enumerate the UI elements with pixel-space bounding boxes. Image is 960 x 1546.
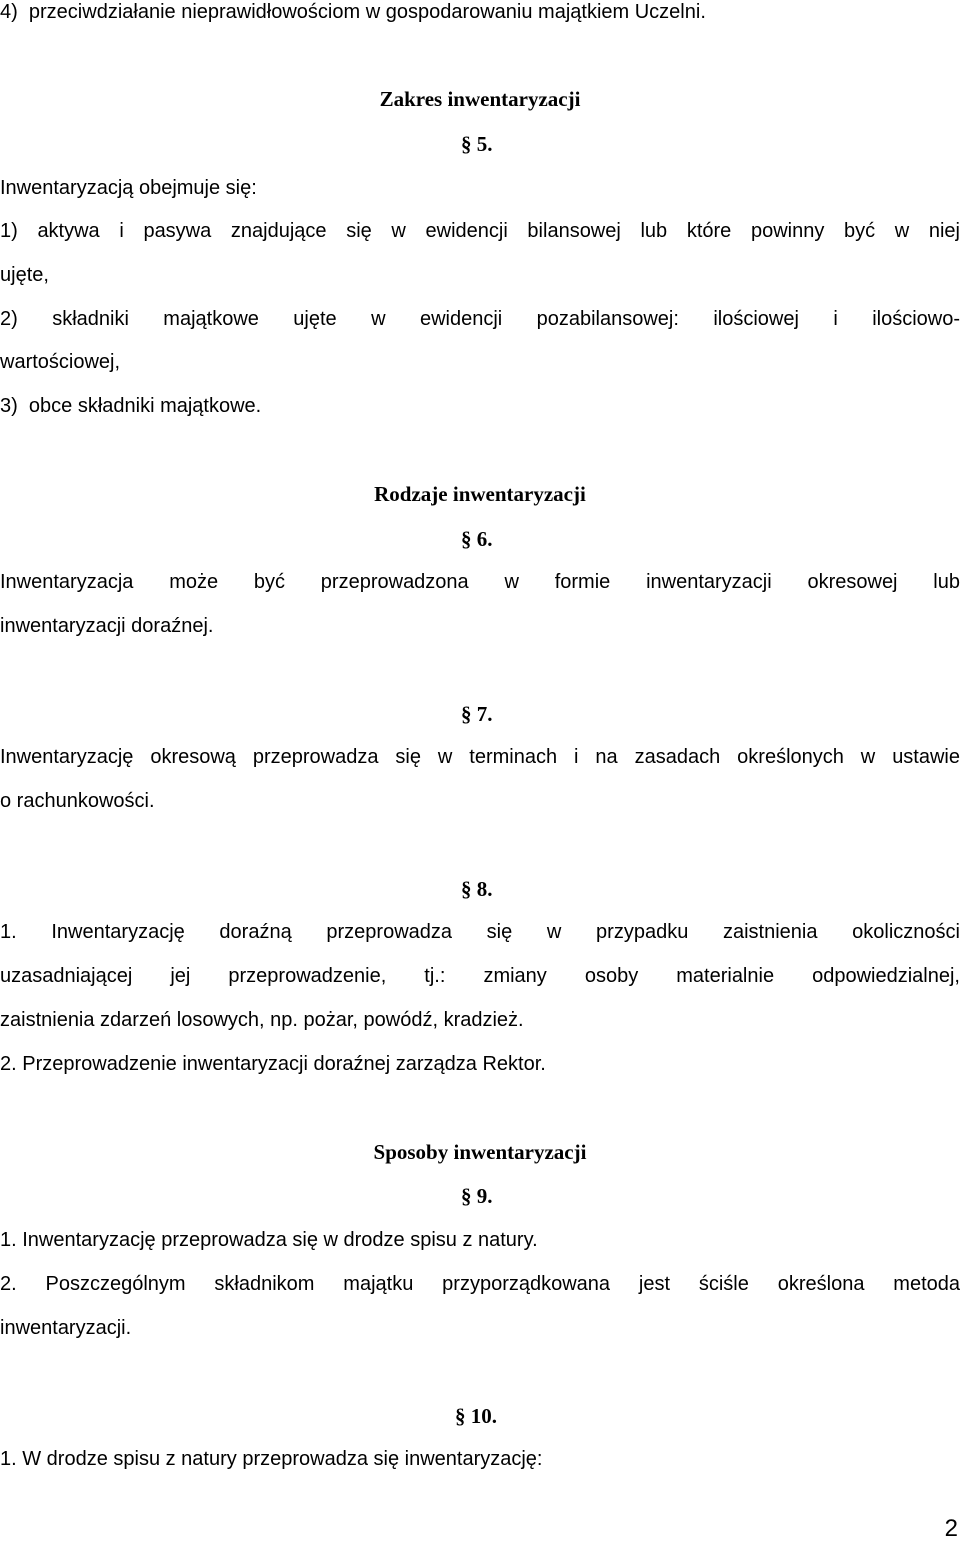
- list-item: 3) obce składniki majątkowe.: [0, 395, 262, 417]
- list-item-continuation: inwentaryzacji.: [0, 1317, 132, 1339]
- list-item-continuation: wartościowej,: [0, 351, 121, 373]
- paragraph-text: inwentaryzacji doraźnej.: [0, 615, 214, 637]
- list-item: 2. Poszczególnym składnikom majątku przyporządkowana jest ściśle określona metoda: [0, 1273, 960, 1295]
- section-heading: Zakres inwentaryzacji: [379, 87, 581, 111]
- list-item-continuation: uzasadniającej jej przeprowadzenie, tj.: zmiany osoby materialnie odpowiedzialnej,: [0, 965, 960, 987]
- paragraph-number: § 9.: [461, 1184, 493, 1208]
- page-number: 2: [944, 1515, 958, 1542]
- paragraph-text: o rachunkowości.: [0, 790, 155, 812]
- paragraph-number: § 7.: [461, 702, 493, 726]
- list-item: 2. Przeprowadzenie inwentaryzacji doraźnej zarządza Rektor.: [0, 1053, 546, 1075]
- list-item: 1. Inwentaryzację przeprowadza się w drodze spisu z natury.: [0, 1229, 538, 1251]
- paragraph-number: § 5.: [461, 132, 493, 156]
- list-item: 1. W drodze spisu z natury przeprowadza się inwentaryzację:: [0, 1448, 543, 1470]
- paragraph-number: § 8.: [461, 877, 493, 901]
- paragraph-text: Inwentaryzacja może być przeprowadzona w formie inwentaryzacji okresowej lub: [0, 571, 960, 593]
- list-item: 1. Inwentaryzację doraźną przeprowadza się w przypadku zaistnienia okoliczności: [0, 921, 960, 943]
- list-item-continuation: zaistnienia zdarzeń losowych, np. pożar, powódź, kradzież.: [0, 1009, 524, 1031]
- list-item: 2) składniki majątkowe ujęte w ewidencji pozabilansowej: ilościowej i ilościowo-: [0, 308, 960, 330]
- section-heading: Sposoby inwentaryzacji: [373, 1140, 587, 1164]
- paragraph-number: § 10.: [455, 1404, 497, 1428]
- list-item: 4) przeciwdziałanie nieprawidłowościom w gospodarowaniu majątkiem Uczelni.: [0, 1, 706, 23]
- paragraph-text: Inwentaryzację okresową przeprowadza się w terminach i na zasadach określonych w ustawie: [0, 746, 960, 768]
- paragraph-number: § 6.: [461, 527, 493, 551]
- section-heading: Rodzaje inwentaryzacji: [374, 482, 586, 506]
- paragraph-text: Inwentaryzacją obejmuje się:: [0, 177, 257, 199]
- list-item-continuation: ujęte,: [0, 264, 49, 286]
- list-item: 1) aktywa i pasywa znajdujące się w ewidencji bilansowej lub które powinny być w niej: [0, 220, 960, 242]
